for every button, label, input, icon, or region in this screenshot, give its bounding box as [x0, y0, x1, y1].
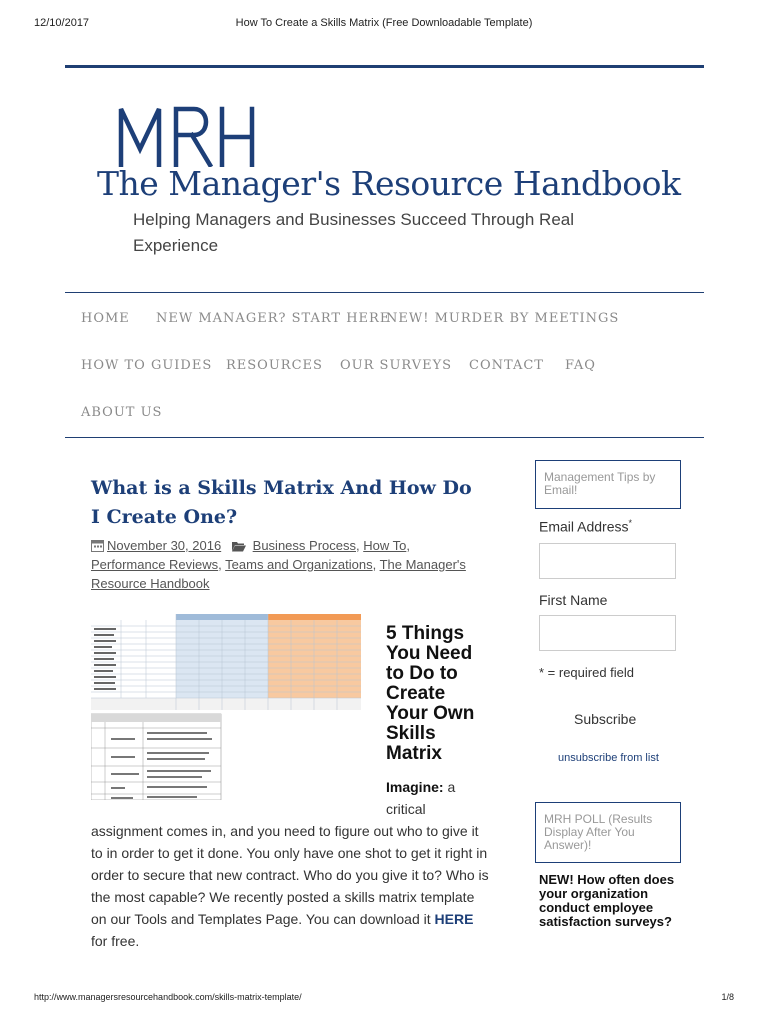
article-body-end: for free.	[91, 933, 140, 949]
site-logo[interactable]	[118, 105, 258, 167]
imagine-label: Imagine:	[386, 779, 444, 795]
first-name-input[interactable]	[539, 615, 676, 651]
nav-murder-by-meetings[interactable]: NEW! MURDER BY MEETINGS	[386, 311, 620, 326]
download-here-link[interactable]: HERE	[434, 911, 474, 927]
article-body-text: assignment comes in, and you need to figure out who to give it to in order to get it done. You only have one shot to get it right in order to secure that new contract. Who do you give it to? Who is the most capable? We recently posted a skills matrix template on our Tools and Templates Page. You can download it	[91, 823, 489, 927]
site-tagline: Helping Managers and Businesses Succeed Through Real Experience	[133, 210, 575, 255]
site-title[interactable]: The Manager's Resource Handbook	[97, 164, 681, 203]
nav-home[interactable]: HOME	[81, 311, 130, 326]
article-intro-line	[386, 776, 486, 820]
required-field-note: * = required field	[539, 665, 635, 680]
article-body	[91, 820, 491, 952]
email-input[interactable]	[539, 543, 676, 579]
print-page-number: 1/8	[721, 992, 734, 1002]
category-performance-reviews[interactable]: Performance Reviews	[91, 557, 219, 572]
tips-widget-title: Management Tips by Email!	[535, 460, 681, 509]
category-how-to[interactable]: How To	[363, 538, 407, 553]
nav-about-us[interactable]: ABOUT US	[81, 405, 163, 420]
poll-question: NEW! How often does your organization conduct employee satisfaction surveys?	[539, 872, 675, 929]
first-name-label: First Name	[539, 592, 608, 608]
subscribe-button[interactable]: Subscribe	[574, 711, 637, 727]
nav-how-to-guides[interactable]: HOW TO GUIDES	[81, 358, 213, 373]
folder-icon	[232, 540, 246, 552]
imagine-text: a critical	[386, 779, 456, 817]
print-footer	[34, 992, 734, 1002]
print-header	[34, 17, 734, 31]
category-managers-resource-handbook[interactable]: The Manager's Resource Handbook	[91, 557, 466, 591]
article-title[interactable]: What is a Skills Matrix And How Do I Create One?	[91, 477, 472, 528]
print-url: http://www.managersresourcehandbook.com/skills-matrix-template/	[34, 992, 302, 1002]
category-teams-organizations[interactable]: Teams and Organizations	[225, 557, 373, 572]
nav-bottom-rule	[65, 437, 704, 438]
email-label: Email Address*	[539, 518, 632, 535]
nav-our-surveys[interactable]: OUR SURVEYS	[340, 358, 453, 373]
poll-widget-title: MRH POLL (Results Display After You Answer)!	[535, 802, 681, 863]
print-date: 12/10/2017	[34, 17, 90, 29]
nav-top-rule	[65, 292, 704, 293]
print-page-title: How To Create a Skills Matrix (Free Downloadable Template)	[235, 17, 533, 29]
nav-faq[interactable]: FAQ	[565, 358, 596, 373]
skills-matrix-image	[91, 614, 361, 800]
article-date-link[interactable]: November 30, 2016	[107, 538, 222, 553]
category-business-process[interactable]: Business Process	[252, 538, 356, 553]
article-meta: November 30, 2016 Business Process, How To, Performance Reviews, Teams and Organizations, The Manager's Resource Handbook	[91, 538, 466, 591]
nav-resources[interactable]: RESOURCES	[226, 358, 323, 373]
calendar-icon	[91, 539, 104, 552]
top-rule	[65, 65, 704, 68]
nav-contact[interactable]: CONTACT	[469, 358, 544, 373]
nav-new-manager[interactable]: NEW MANAGER? START HERE	[156, 311, 391, 326]
unsubscribe-link[interactable]: unsubscribe from list	[558, 752, 659, 764]
article-subheading: 5 Things You Need to Do to Create Your Own Skills Matrix	[386, 623, 475, 764]
